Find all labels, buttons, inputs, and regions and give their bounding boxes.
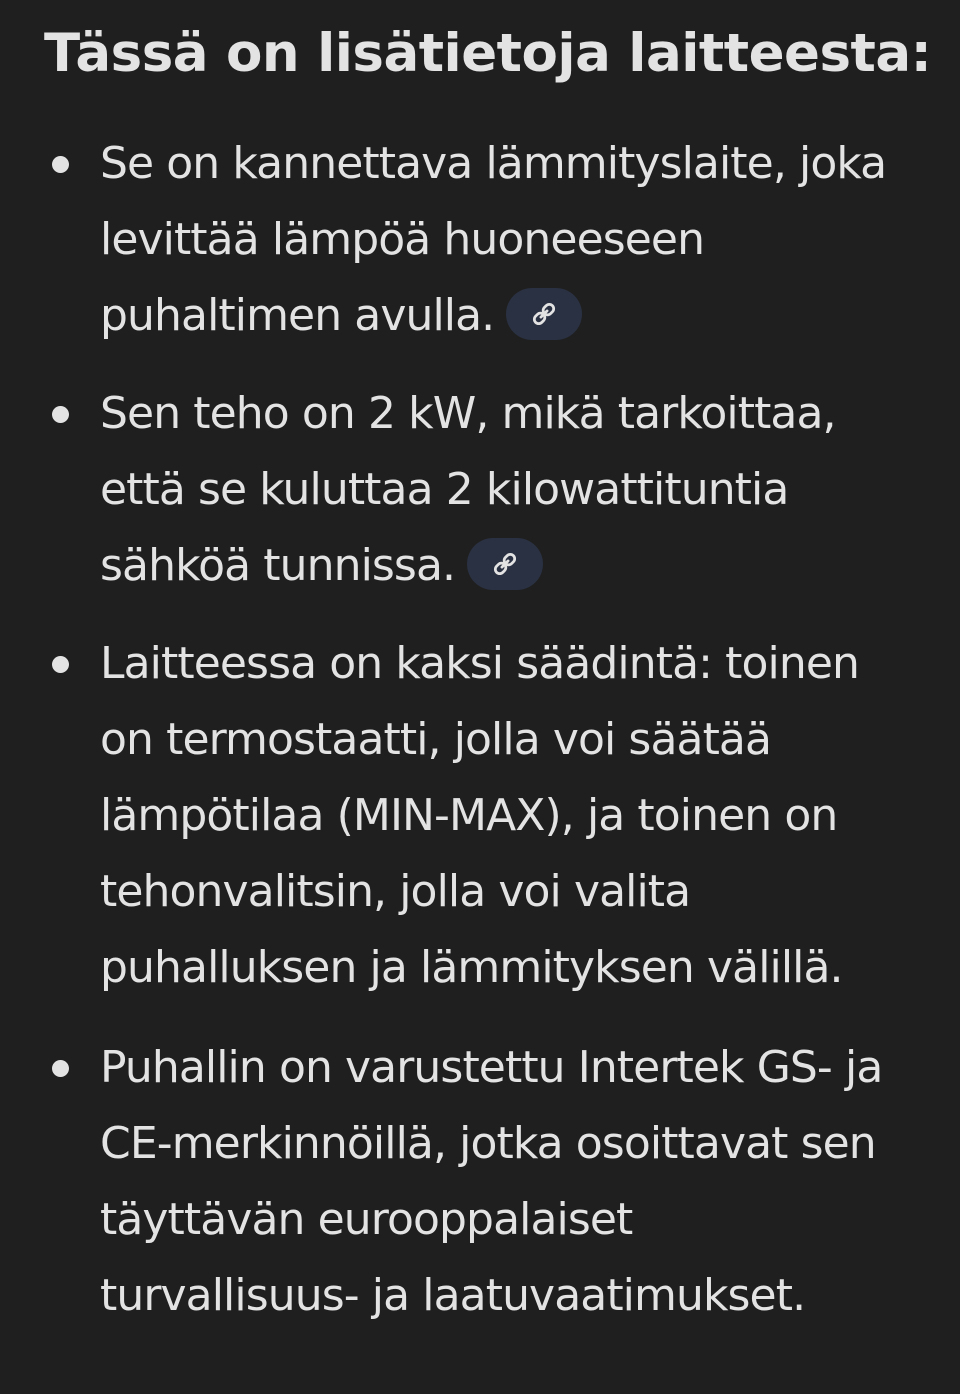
text-line: on termostaatti, jolla voi säätää bbox=[100, 714, 772, 765]
text-line: turvallisuus- ja laatuvaatimukset. bbox=[100, 1270, 806, 1321]
bullet-text bbox=[100, 1030, 945, 1334]
text-line: Se on kannettava lämmityslaite, joka bbox=[100, 138, 887, 189]
text-line-content: sähköä tunnissa. bbox=[100, 540, 456, 591]
bullet-text bbox=[100, 376, 945, 604]
source-link-button[interactable] bbox=[467, 538, 543, 590]
text-line: Laitteessa on kaksi säädintä: toinen bbox=[100, 638, 859, 689]
link-icon bbox=[529, 299, 559, 329]
text-line: Puhallin on varustettu Intertek GS- ja bbox=[100, 1042, 883, 1093]
text-line: tehonvalitsin, jolla voi valita bbox=[100, 866, 691, 917]
text-line: että se kuluttaa 2 kilowattituntia bbox=[100, 464, 789, 515]
text-line: puhalluksen ja lämmityksen välillä. bbox=[100, 942, 843, 993]
bullet-dot bbox=[52, 656, 69, 673]
bullet-text bbox=[100, 626, 945, 1006]
text-line: lämpötilaa (MIN-MAX), ja toinen on bbox=[100, 790, 838, 841]
text-line: täyttävän eurooppalaiset bbox=[100, 1194, 633, 1245]
text-line: CE-merkinnöillä, jotka osoittavat sen bbox=[100, 1118, 876, 1169]
bullet-dot bbox=[52, 156, 69, 173]
text-line: Sen teho on 2 kW, mikä tarkoittaa, bbox=[100, 388, 836, 439]
bullet-dot bbox=[52, 1060, 69, 1077]
page-title: Tässä on lisätietoja laitteesta: bbox=[44, 23, 932, 84]
source-link-button[interactable] bbox=[506, 288, 582, 340]
bullet-dot bbox=[52, 406, 69, 423]
text-line: levittää lämpöä huoneeseen bbox=[100, 214, 705, 265]
link-icon bbox=[490, 549, 520, 579]
text-line bbox=[100, 278, 945, 354]
text-line bbox=[100, 528, 945, 604]
bullet-text bbox=[100, 126, 945, 354]
text-line-content: puhaltimen avulla. bbox=[100, 290, 495, 341]
